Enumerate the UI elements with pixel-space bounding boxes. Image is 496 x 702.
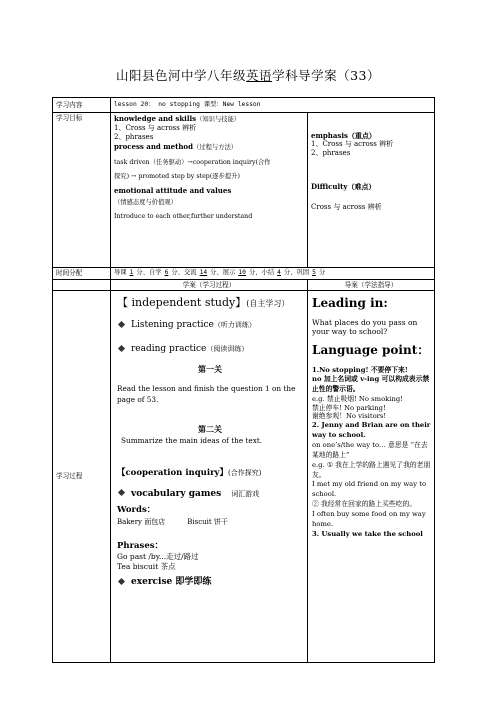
time-v1: 1 [129, 269, 134, 277]
goal-l2: 2、phrases [114, 133, 154, 142]
goal-h1-note: （知识与技能） [196, 116, 241, 123]
row-head [53, 279, 435, 291]
diamond-bullet-icon [118, 578, 125, 585]
phrase-2: Tea biscuit 茶点 [117, 561, 176, 571]
title-subject: 英语 [246, 68, 273, 83]
exercise-text: exercise 即学即练 [131, 577, 212, 588]
difficulty-l: Cross 与 across 辨析 [311, 203, 382, 212]
vocab-item [117, 489, 303, 501]
word-1: Bakery 面包店 [117, 517, 166, 526]
content-value: lesson 20： no stopping 课型：New lesson [111, 98, 435, 113]
goal-h2: process and method [114, 142, 193, 152]
time-v3: 14 [199, 269, 208, 277]
title-main: 山阳县色河中学八年级 [116, 68, 247, 83]
level-1: 第一关 [198, 363, 222, 374]
goal-l1: 1、Cross 与 across 辨析 [114, 124, 197, 133]
time-t6: 分、巩固 [283, 269, 310, 277]
diamond-bullet-icon [118, 489, 125, 496]
goal-h3: emotional attitude and values [114, 185, 232, 195]
time-v2: 6 [164, 269, 169, 277]
listen-text: Listening practice [131, 320, 214, 331]
phrase-1: Go past /by...走过/路过 [117, 551, 199, 561]
lp-1b: no 加上名词或 v-ing 可以构成表示禁止性的警示语。 [312, 375, 430, 393]
goal-l3: task driven（任务驱动）→cooperation inquiry(合作 [114, 158, 271, 166]
goals-right [308, 113, 435, 268]
head-left: 学案（学习过程） [111, 279, 308, 291]
lp-2: 2. Jenny and Brian are on their way to school. [312, 421, 431, 440]
coop-note: (合作探究) [228, 468, 262, 477]
indep-text: 【 independent study】 [117, 296, 247, 310]
read-text: reading practice [131, 344, 207, 355]
leading-question: What places do you pass on your way to school? [312, 317, 418, 336]
reading-item [117, 344, 303, 356]
label-time: 时间分配 [53, 268, 111, 280]
difficulty-h: Difficulty（难点） [311, 182, 376, 192]
eg-5: I met my old friend on my way to school. [312, 480, 427, 499]
eg-6: ② 我经常在回家的路上买些吃的。 [312, 500, 417, 509]
label-process: 学习过程 [53, 291, 111, 663]
diamond-bullet-icon [118, 345, 125, 352]
read-note: （阅读训练） [206, 345, 249, 354]
words-heading: Words： [117, 504, 156, 515]
eg-3: 谢绝参观！No visitors! [312, 412, 387, 421]
time-v5: 4 [277, 269, 281, 277]
time-t7: 分 [318, 269, 326, 277]
level-2: 第二关 [198, 424, 222, 435]
eg-2: 禁止停车! No parking! [312, 403, 386, 412]
listen-note: （听力训练） [213, 321, 256, 330]
page-title [0, 66, 496, 84]
emphasis-l1: 1、Cross 与 across 辨析 [311, 140, 394, 149]
exercise-item [117, 577, 303, 589]
row-process [53, 291, 435, 663]
time-t2: 分、自学 [136, 269, 162, 277]
language-heading: Language point： [312, 342, 430, 357]
time-value [111, 268, 435, 280]
title-tail: 学科导学案（33） [272, 68, 380, 83]
vocab-text: vocabulary games [131, 488, 222, 499]
lp-3: 3. Usually we take the school [312, 529, 423, 538]
label-content: 学习内容 [53, 98, 111, 113]
time-t5: 分、小结 [248, 269, 275, 277]
process-left [111, 291, 308, 663]
goal-l4: 探究) → promoted step by step(逐步提升) [114, 172, 240, 180]
coop-text: 【cooperation inquiry】 [117, 467, 228, 478]
row-time [53, 268, 435, 280]
emphasis-h: emphasis（重点） [311, 131, 376, 140]
row-content [53, 98, 435, 113]
goal-h2-note: （过程与方法） [193, 144, 238, 152]
process-right [308, 291, 435, 663]
time-t1: 导课 [114, 269, 127, 277]
leading-heading: Leading in: [312, 296, 388, 311]
emphasis-l2: 2、phrases [311, 149, 351, 158]
time-v6: 5 [312, 269, 316, 277]
goal-l6: Introduce to each other,further understand [114, 213, 253, 221]
words-line [117, 518, 303, 527]
eg-7: I often buy some food on my way home. [312, 509, 426, 528]
label-goals: 学习目标 [53, 113, 111, 268]
word-2: Biscuit 饼干 [187, 517, 228, 526]
time-t3: 分、交流 [171, 269, 197, 277]
lp-2b: on one’s/the way to… 意思是 “在去某地的路上” [312, 441, 428, 459]
vocab-note: 词汇游戏 [231, 489, 260, 498]
head-right: 导案（学法指导） [308, 279, 435, 291]
task-2: Summarize the main ideas of the text. [121, 436, 263, 446]
diamond-bullet-icon [118, 321, 125, 328]
listening-item [117, 320, 303, 332]
coop-heading [117, 468, 303, 479]
goals-left [111, 113, 308, 268]
time-t4: 分、展示 [210, 269, 236, 277]
task-1: Read the lesson and finish the question 1 on the page of 53. [117, 384, 296, 405]
indep-heading [117, 296, 303, 310]
eg-4: e.g. ① 我在上学的路上遇见了我的老朋友。 [312, 460, 431, 479]
lesson-plan-table [52, 97, 435, 663]
row-goals [53, 113, 435, 268]
time-v4: 10 [238, 269, 246, 277]
goal-h1: knowledge and skills [114, 114, 197, 123]
goal-l5: （情感态度与价值观） [114, 198, 177, 206]
lp-1: 1.No stopping! 不要停下来! [312, 366, 408, 375]
eg-1: e.g. 禁止吸烟! No smoking! [312, 394, 403, 403]
head-empty [53, 279, 111, 291]
indep-note: (自主学习） [246, 299, 290, 309]
phrases-heading: Phrases： [117, 540, 164, 551]
